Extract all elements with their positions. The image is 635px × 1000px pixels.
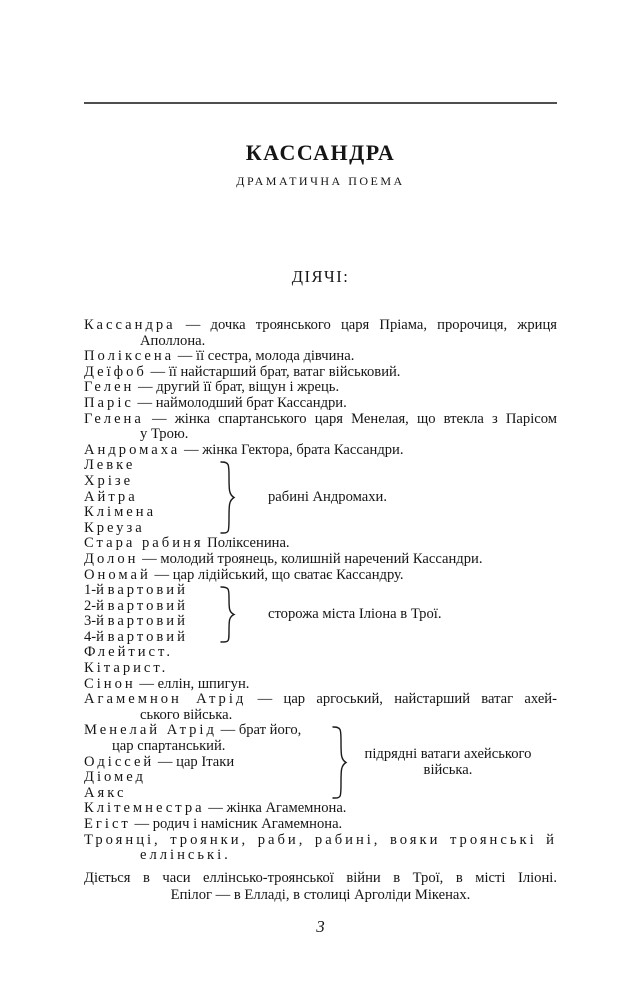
cast-entry: Ономай — цар лідійський, що сватає Кассандру. [84, 566, 404, 583]
character-name: Кітарист. [84, 660, 169, 677]
cast-entry-line: Агамемнон Атрід — цар аргоський, найстарший ватаг ахей- [84, 691, 557, 708]
group-label [268, 458, 387, 536]
setting-note [84, 870, 557, 905]
character-name: Левке [84, 457, 136, 474]
cast-entry [84, 661, 557, 677]
group-name-row [84, 458, 218, 474]
character-name: Сінон [84, 675, 136, 692]
character-name: Клітемнестра [84, 800, 205, 817]
cast-entry-continuation: у Трою. [140, 426, 189, 443]
cast-entry: Сінон — еллін, шпигун. [84, 675, 250, 692]
cast-heading: ДІЯЧІ: [291, 267, 350, 286]
character-name: Егіст [84, 816, 131, 832]
cast-group [84, 723, 557, 801]
group-names [84, 723, 330, 801]
cast-entry [84, 692, 557, 723]
group-brace [330, 723, 348, 801]
group-label-line: війська. [423, 762, 473, 779]
group-name-row: 3-й вартовий [84, 613, 188, 630]
top-rule-divider [84, 102, 557, 104]
cast-entry-continuation [112, 848, 557, 864]
group-names [84, 583, 218, 645]
character-name: Андромаха [84, 441, 181, 458]
group-name-row [84, 490, 218, 506]
cast-entry-line: Кассандра — дочка троянського царя Пріама, пророчиця, жриця [84, 317, 557, 333]
page-content [84, 0, 557, 936]
cast-entry-continuation: Аполлона. [140, 332, 206, 349]
cast-entry-line: Гелена — жінка спартанського царя Менелая, що втекла з Парісом [84, 410, 557, 427]
character-name: Аякс [84, 784, 127, 801]
group-name-row: Менелай Атрід — брат його, [84, 722, 302, 739]
cast-group [84, 583, 557, 645]
character-name: Гелен [84, 379, 135, 396]
setting-note-line1: Діється в часи еллінсько-троянської війни в Трої, в місті Іліоні. [84, 869, 557, 886]
group-label-line: підрядні ватаги ахейського [364, 745, 532, 762]
page-number: 3 [316, 916, 325, 936]
character-name: Деїфоб [84, 363, 147, 380]
character-name: Агамемнон Атрід [84, 691, 247, 708]
cast-entry [84, 645, 557, 661]
group-name-row: 1-й вартовий [84, 582, 188, 599]
character-name: Айтра [84, 488, 138, 505]
character-name: вартовий [107, 582, 188, 599]
group-label [350, 723, 546, 801]
group-label-text [268, 489, 387, 506]
character-name: Клімена [84, 504, 157, 521]
group-name-row [84, 505, 218, 521]
group-brace-icon [218, 585, 236, 644]
cast-entry: Егіст — родич і намісник Агамемнона. [84, 816, 343, 832]
group-name-row [84, 770, 330, 786]
character-name: Одіссей [84, 753, 155, 770]
setting-note-line2: Епілог — в Елладі, в столиці Арголіди Мікенах. [170, 887, 471, 904]
cast-entry: Гелен — другий її брат, віщун і жрець. [84, 379, 340, 396]
group-name-continuation: цар спартанський. [112, 738, 226, 755]
character-name: Гелена [84, 410, 144, 427]
cast-entry [84, 412, 557, 443]
character-name: Ономай [84, 566, 151, 583]
group-brace [218, 583, 236, 645]
character-name: Троянці, троянки, раби, рабині, вояки троянські й [84, 831, 557, 848]
cast-entry: Андромаха — жінка Гектора, брата Кассандри. [84, 441, 404, 458]
group-name-row [84, 786, 330, 802]
cast-entry [84, 833, 557, 864]
character-name: Паріс [84, 394, 134, 411]
group-label [268, 583, 441, 645]
group-label-line: рабині Андромахи. [268, 489, 387, 506]
group-label-line: сторожа міста Іліона в Трої. [268, 606, 442, 623]
character-name: еллінські. [140, 847, 231, 864]
poem-subtitle: ДРАМАТИЧНА ПОЕМА [236, 174, 405, 188]
cast-group [84, 458, 557, 536]
cast-entry: Паріс — наймолодший брат Кассандри. [84, 394, 347, 411]
character-name: Хрізе [84, 472, 134, 489]
character-name: Менелай Атрід [84, 722, 217, 739]
character-name: Креуза [84, 519, 145, 536]
character-name: Флейтист. [84, 644, 173, 661]
poem-title: КАССАНДРА [245, 140, 396, 165]
cast-entry [84, 318, 557, 349]
character-name: вартовий [107, 597, 188, 614]
group-name-row: 4-й вартовий [84, 628, 188, 645]
cast-entry: Клітемнестра — жінка Агамемнона. [84, 800, 347, 817]
character-name: Поліксена [84, 348, 175, 365]
group-name-row: Одіссей — цар Ітаки [84, 753, 235, 770]
cast-entry: Стара рабиня Поліксенина. [84, 535, 290, 552]
group-brace-icon [330, 725, 348, 800]
cast-entry-line [84, 831, 557, 849]
cast-list [84, 318, 557, 864]
cast-entry-continuation: ського війська. [140, 706, 233, 723]
group-names [84, 458, 218, 536]
character-name: Діомед [84, 769, 146, 786]
group-name-row [84, 474, 218, 490]
cast-entry: Поліксена — її сестра, молода дівчина. [84, 348, 355, 365]
group-name-row [84, 521, 218, 537]
character-name: Стара рабиня [84, 535, 204, 552]
cast-entry: Деїфоб — її найстарший брат, ватаг військовий. [84, 363, 401, 380]
group-brace [218, 458, 236, 536]
cast-entry: Долон — молодий троянець, колишній наречений Кассандри. [84, 550, 483, 567]
group-label-text [350, 746, 546, 779]
group-brace-icon [218, 460, 236, 535]
group-label-text [268, 606, 441, 623]
character-name: вартовий [107, 628, 188, 645]
group-name-row: 2-й вартовий [84, 597, 188, 614]
character-name: вартовий [107, 613, 188, 630]
character-name: Кассандра [84, 317, 176, 333]
character-name: Долон [84, 550, 139, 567]
